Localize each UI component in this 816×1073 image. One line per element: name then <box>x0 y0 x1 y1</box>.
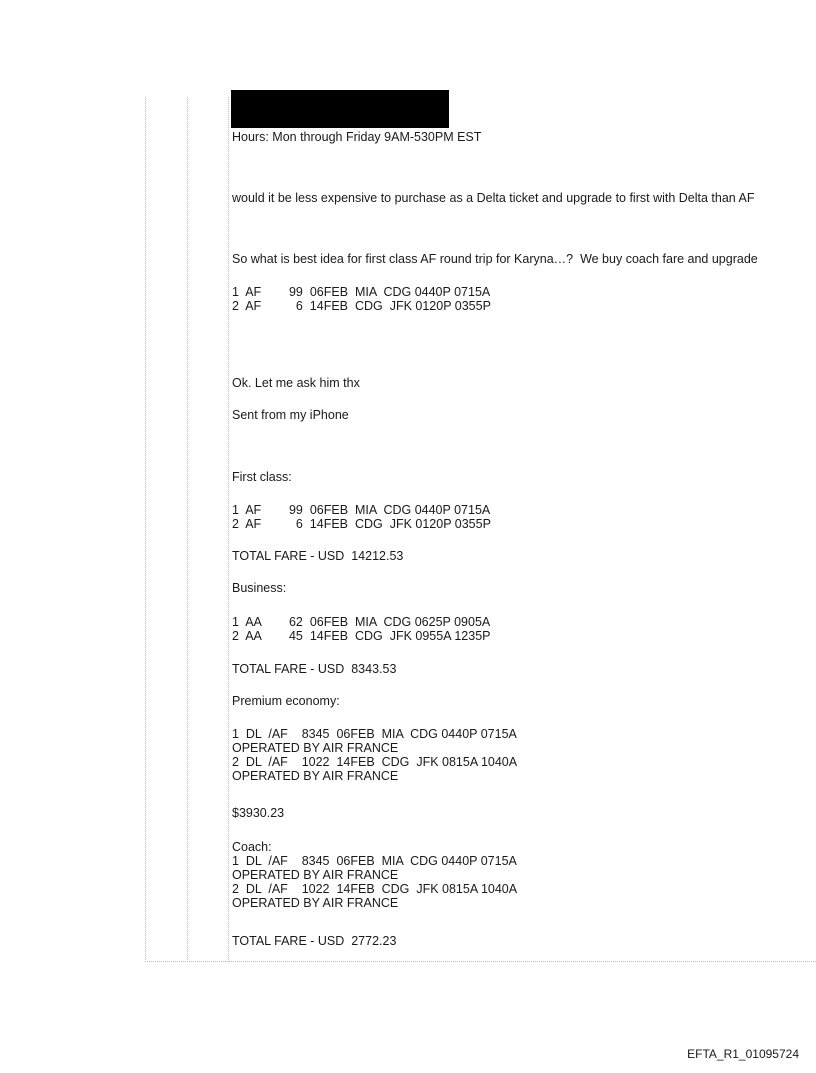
business-heading: Business: <box>232 581 287 595</box>
fare-segment-operator: OPERATED BY AIR FRANCE <box>232 896 399 910</box>
first-class-heading: First class: <box>232 470 292 484</box>
question-line: would it be less expensive to purchase as a Delta ticket and upgrade to first with Delta than AF <box>232 191 755 205</box>
table-rule-left <box>145 97 146 962</box>
fare-segment: 2 AA 45 14FEB CDG JFK 0955A 1235P <box>232 629 491 643</box>
itinerary-segment: 2 AF 6 14FEB CDG JFK 0120P 0355P <box>232 299 491 313</box>
fare-segment-operator: OPERATED BY AIR FRANCE <box>232 741 399 755</box>
fare-segment: 1 AF 99 06FEB MIA CDG 0440P 0715A <box>232 503 491 517</box>
itinerary-segment: 1 AF 99 06FEB MIA CDG 0440P 0715A <box>232 285 491 299</box>
premium-economy-heading: Premium economy: <box>232 694 340 708</box>
email-body <box>232 0 816 961</box>
premium-economy-total: $3930.23 <box>232 806 285 820</box>
fare-segment: 2 DL /AF 1022 14FEB CDG JFK 0815A 1040A <box>232 882 518 896</box>
fare-segment-operator: OPERATED BY AIR FRANCE <box>232 868 399 882</box>
reply-line: Ok. Let me ask him thx <box>232 376 360 390</box>
fare-segment: 2 DL /AF 1022 14FEB CDG JFK 0815A 1040A <box>232 755 518 769</box>
signature-line: Sent from my iPhone <box>232 408 349 422</box>
table-rule-bottom <box>145 961 816 962</box>
best-idea-line: So what is best idea for first class AF round trip for Karyna…? We buy coach fare and upgrade <box>232 252 758 266</box>
fare-segment: 2 AF 6 14FEB CDG JFK 0120P 0355P <box>232 517 491 531</box>
first-class-total: TOTAL FARE - USD 14212.53 <box>232 549 404 563</box>
fare-segment: 1 DL /AF 8345 06FEB MIA CDG 0440P 0715A <box>232 854 517 868</box>
document-id: EFTA_R1_01095724 <box>687 1047 799 1061</box>
table-rule-content <box>228 97 229 962</box>
coach-total: TOTAL FARE - USD 2772.23 <box>232 934 397 948</box>
business-total: TOTAL FARE - USD 8343.53 <box>232 662 397 676</box>
fare-segment: 1 DL /AF 8345 06FEB MIA CDG 0440P 0715A <box>232 727 517 741</box>
fare-segment: 1 AA 62 06FEB MIA CDG 0625P 0905A <box>232 615 491 629</box>
coach-heading: Coach: <box>232 840 272 854</box>
table-rule-mid <box>187 97 188 962</box>
fare-segment-operator: OPERATED BY AIR FRANCE <box>232 769 399 783</box>
hours-line: Hours: Mon through Friday 9AM-530PM EST <box>232 130 482 144</box>
